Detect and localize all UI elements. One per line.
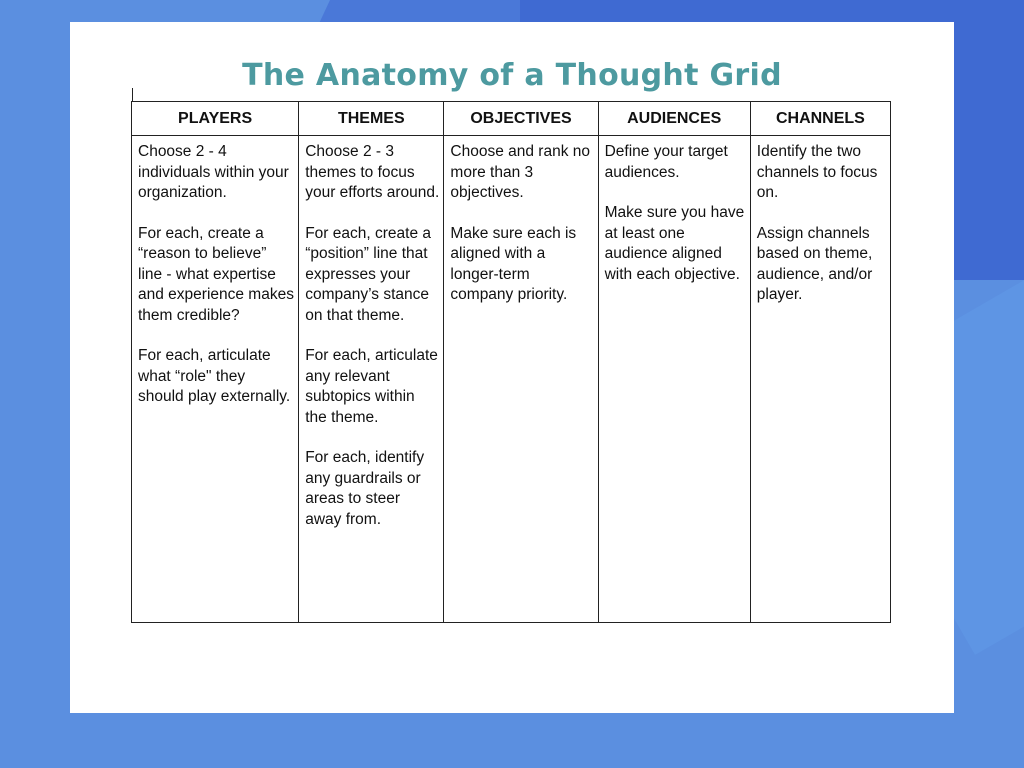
cell-paragraph: Define your target audiences. (604, 143, 728, 181)
slide-card (70, 22, 954, 713)
cell-paragraph: For each, identify any guardrails or areas to steer away from. (305, 449, 425, 528)
cell-paragraph: Assign channels based on theme, audience, and/or player. (756, 224, 873, 303)
cell-objectives (444, 136, 598, 623)
header-row (132, 102, 891, 136)
column-header-themes: THEMES (299, 102, 444, 136)
cell-paragraph: For each, articulate any relevant subtopics within the theme. (305, 347, 438, 426)
cell-paragraph: Identify the two channels to focus on. (756, 143, 878, 201)
slide-title: The Anatomy of a Thought Grid (242, 58, 782, 93)
content-row (132, 136, 891, 623)
column-header-channels: CHANNELS (750, 102, 890, 136)
cell-channels (750, 136, 890, 623)
cell-paragraph: For each, articulate what “role" they should play externally. (138, 347, 291, 405)
cell-audiences (598, 136, 750, 623)
cursor-mark (132, 88, 133, 102)
cell-paragraph: Choose and rank no more than 3 objectives. (450, 143, 591, 201)
cell-players (132, 136, 299, 623)
thought-grid-table (131, 101, 891, 623)
cell-paragraph: Make sure you have at least one audience aligned with each objective. (604, 204, 745, 283)
cell-themes (299, 136, 444, 623)
cell-paragraph: For each, create a “reason to believe” line - what expertise and experience makes them credible? (138, 224, 294, 324)
cell-paragraph: Make sure each is aligned with a longer-term company priority. (450, 224, 577, 303)
cell-paragraph: Choose 2 - 4 individuals within your organization. (138, 143, 289, 201)
column-header-players: PLAYERS (132, 102, 299, 136)
cell-paragraph: For each, create a “position” line that expresses your company’s stance on that theme. (305, 224, 432, 324)
column-header-objectives: OBJECTIVES (444, 102, 598, 136)
cell-paragraph: Choose 2 - 3 themes to focus your efforts around. (305, 143, 440, 201)
column-header-audiences: AUDIENCES (598, 102, 750, 136)
